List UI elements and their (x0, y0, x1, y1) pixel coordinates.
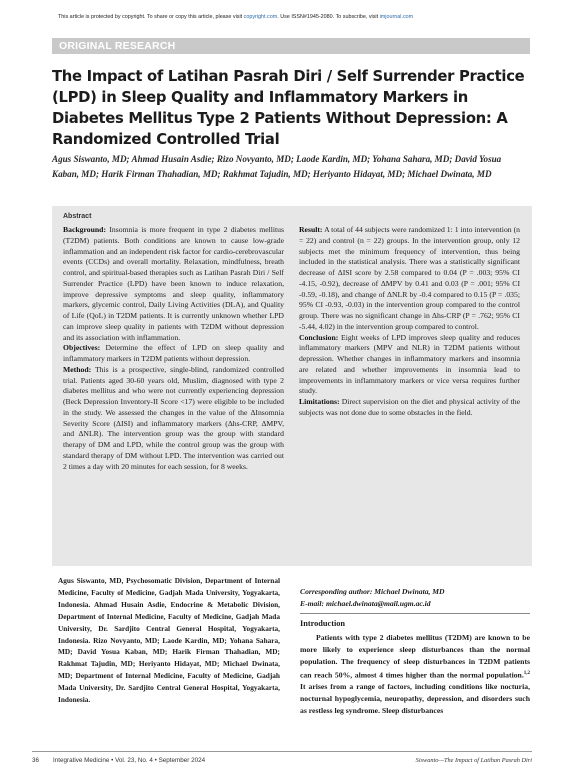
background-heading: Background: (63, 225, 107, 234)
author-list: Agus Siswanto, MD; Ahmad Husain Asdie; Rizo Novyanto, MD; Laode Kardin, MD; Yohana Sahara, MD; David Yosua Kaban, MD; Harik Firman Thahadian, MD; Rakhmat Tajudin, MD; Heriyanto Hidayat, MD; Michael Dwinata, MD (52, 154, 502, 179)
correspondence-divider (300, 613, 530, 614)
objectives-text: Determine the effect of LPD on sleep quality and inflammatory markers in T2DM patients without depression. (63, 343, 284, 363)
correspondence-block (300, 586, 530, 609)
result-text: A total of 44 subjects were randomized 1: 1 into intervention (n = 22) and control (n = 22) groups. In the intervention group, only 12 subjects met the minimum frequency of intervention, thus being included in the statistical analysis. There was a statistically significant decrease of ΔISI score by 2.58 compared to 0.04 (P = .003; 95% CI -4.15, -0.92), decrease of ΔMPV by 0.41 and 0.03 (P = .001; 95% CI -0.59, -0.18), and change of ΔNLR by -0.4 compared to 0.15 (P = .035; 95% CI -0.93, -0.03) in the intervention group compared to the control group. There was no significant change in Δhs-CRP (P = .762; 95% CI -5.44, 4.02) in the intervention group compared to control. (299, 225, 520, 331)
abstract-label: Abstract (63, 213, 92, 220)
result-heading: Result: (299, 225, 323, 234)
limitations-text: Direct supervision on the diet and physical activity of the subjects was not done due to some obstacles in the field. (299, 397, 520, 417)
method-heading: Method: (63, 364, 92, 374)
method-text: This is a prospective, single-blind, randomized controlled trial. Patients aged 30-60 years old, Muslim, diagnosed with type 2 diabetes mellitus and who were not currently experiencing depression (Beck Depression Inventory-II Score <17) were eligible to be included in the study. We assessed the changes in the value of the ΔInsomnia Severity Score (ΔISI) and inflammatory markers (Δhs-CRP, ΔMPV, and ΔNLR). The intervention group was the group with standard therapy of DM and LPD, while the control group was the group with standard therapy of DM without LPD. The intervention was carried out 2 times a day with 20 minutes for each session, for 8 weeks. (63, 364, 284, 471)
reference-marker[interactable]: 1,2 (523, 670, 530, 676)
author-affiliations: Agus Siswanto, MD, Psychosomatic Division, Department of Internal Medicine, Faculty of Medicine, Gadjah Mada University, Yogyakarta, Indonesia. Ahmad Husain Asdie, Endocrine & Metabolic Division, Department of Internal Medicine, Faculty of Medicine, Gadjah Mada University, Dr. Sardjito Central General Hospital, Yogyakarta, Indonesia. Rizo Novyanto, MD; Laode Kardin, MD; Yohana Sahara, MD; David Yosua Kaban, MD; Harik Firman Thahadian, MD; Rakhmat Tajudin, MD; Heriyanto Hidayat, MD; Michael Dwinata, MD; Department of Internal Medicine, Faculty of Medicine, Gadjah Mada University, Dr. Sardjito Central General Hospital, Yogyakarta, Indonesia. (58, 576, 280, 705)
journal-citation: Integrative Medicine • Vol. 23, No. 4 • September 2024 (53, 757, 206, 764)
abstract-column-right (299, 225, 520, 565)
abstract-column-left (63, 225, 284, 565)
abstract-objectives (63, 343, 284, 365)
subscribe-link[interactable]: imjournal.com (379, 14, 414, 20)
conclusion-heading: Conclusion: (299, 332, 339, 342)
intro-body-end: It arises from a range of factors, including conditions like nocturia, nocturnal hypoglycemia, neuropathy, depression, and disorders such as restless leg syndrome. Sleep disturbances (300, 682, 530, 715)
abstract-background (63, 225, 284, 343)
notice-mid-text: . Use ISSN#1945-2080. To subscribe, visit (277, 14, 380, 20)
copyright-link[interactable]: copyright.com (243, 14, 278, 20)
running-title: Siswanto—The Impact of Latihan Pasrah Diri (415, 757, 532, 764)
intro-body-start: Patients with type 2 diabetes mellitus (T2DM) are known to be more likely to experience sleep disturbances than the normal population. The frequency of sleep disturbances in T2DM patients can reach 50%, almost 4 times higher than the normal population. (300, 633, 530, 680)
section-label: ORIGINAL RESEARCH (52, 38, 530, 54)
footer-journal (32, 757, 205, 764)
corresponding-email[interactable]: E-mail: michael.dwinata@mail.ugm.ac.id (300, 598, 431, 608)
abstract-limitations (299, 397, 520, 419)
page-number: 36 (32, 757, 40, 764)
footer-divider (32, 751, 532, 752)
abstract-method (63, 365, 284, 473)
article-title: The Impact of Latihan Pasrah Diri / Self Surrender Practice (LPD) in Sleep Quality and Inflammatory Markers in Diabetes Mellitus Type 2 Patients Without Depression: A Randomized Controlled Trial (52, 68, 525, 148)
objectives-heading: Objectives: (63, 343, 101, 353)
introduction-heading: Introduction (300, 619, 346, 628)
abstract-result (299, 225, 520, 333)
introduction-text (300, 632, 530, 752)
conclusion-text: Eight weeks of LPD improves sleep quality and reduces inflammatory markers (MPV and NLR) in T2DM patients without depression. Whether changes in inflammatory markers and insomnia are related and whether improvements in insomnia lead to improvements in inflammatory markers or vice versa requires further study. (299, 332, 520, 396)
notice-text: This article is protected by copyright. To share or copy this article, please visit (58, 14, 244, 20)
corresponding-author: Corresponding author: Michael Dwinata, MD (300, 587, 445, 596)
background-text: Insomnia is more frequent in type 2 diabetes mellitus (T2DM) patients. Both conditions are known to cause low-grade inflammation and an independent risk factor for cardio-cerebrovascular events (CCDs) and overall mortality. Relaxation, mindfulness, breath control, and spiritual-based therapies such as Latihan Pasrah Diri / Self Surrender Practice (LPD) have been known to induce relaxation, improve depressive symptoms and sleep quality, inflammatory markers, glycemic control, Daily Living Activities (DLA), and Quality of Life (QoL) in T2DM patients. It is currently unknown whether LPD can improve sleep quality in patients with T2DM without depression and its association with inflammation. (63, 225, 284, 342)
abstract-conclusion (299, 333, 520, 398)
limitations-heading: Limitations: (299, 397, 340, 406)
copyright-notice (58, 14, 528, 20)
